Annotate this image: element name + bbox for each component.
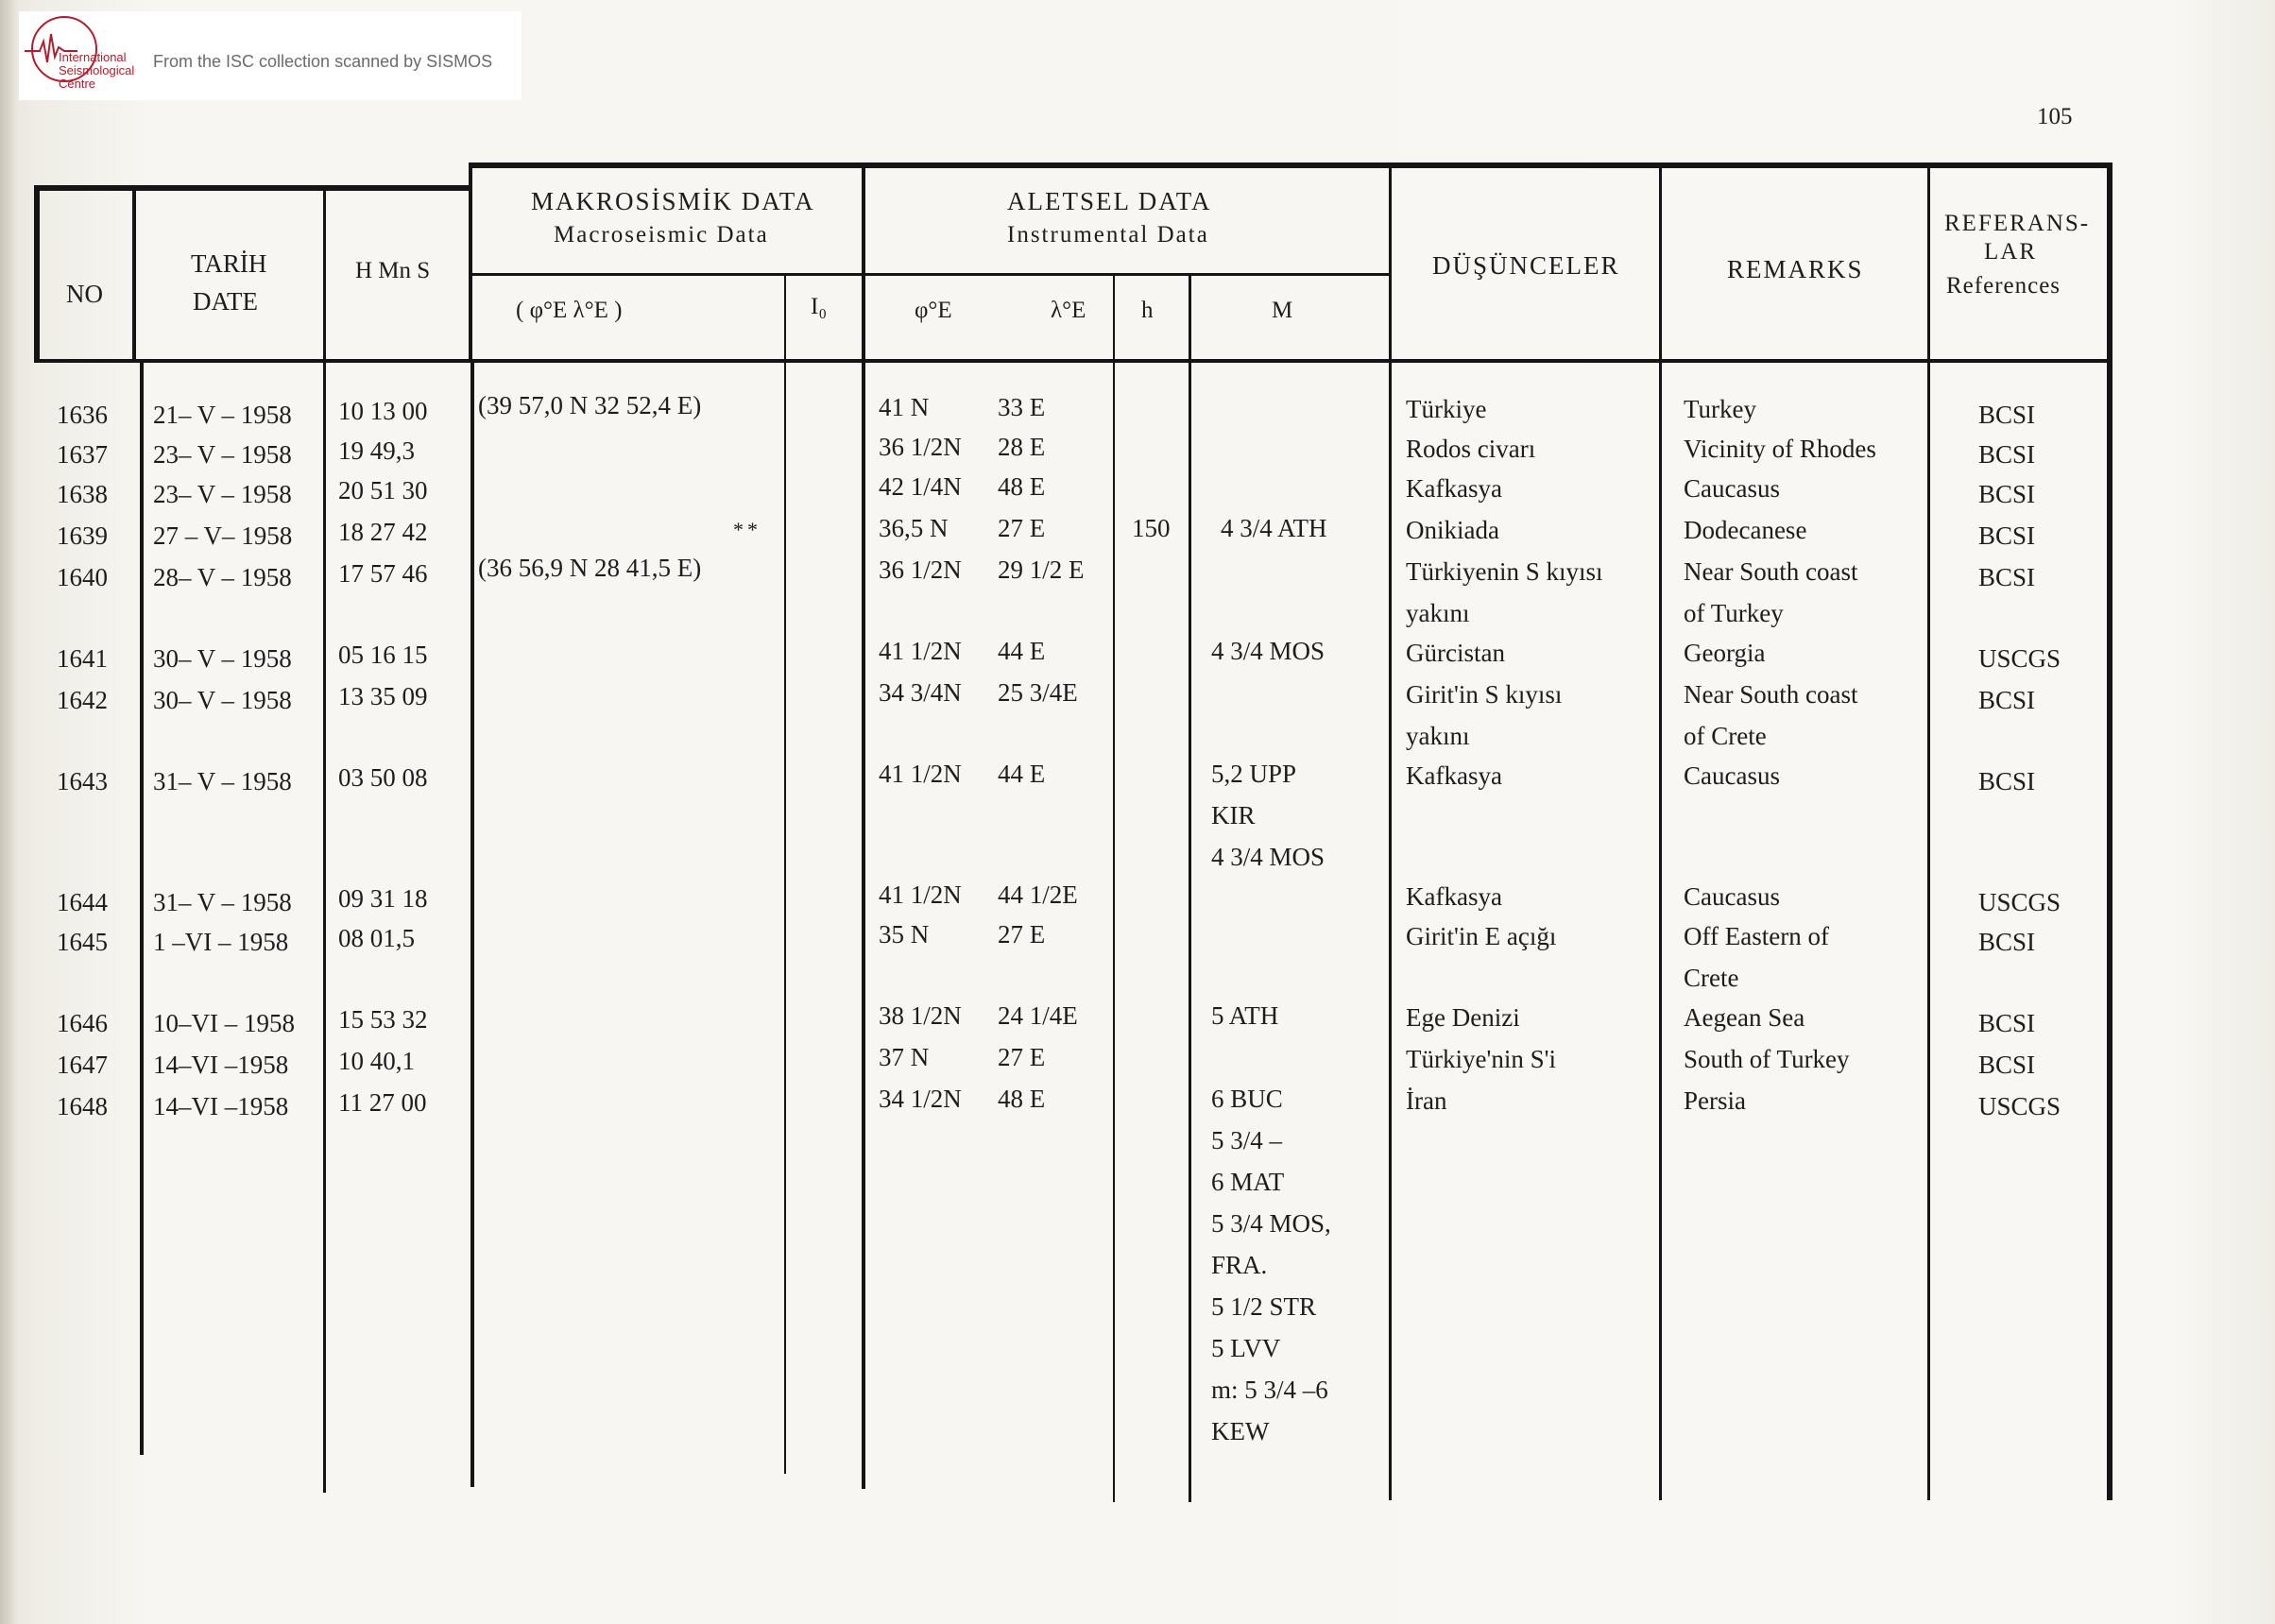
inst-lat: 37 N bbox=[879, 1043, 930, 1071]
dusunce-text: Türkiyenin S kıyısı bbox=[1406, 557, 1603, 586]
magnitude: 4 3/4 MOS bbox=[1211, 637, 1326, 665]
inst-lon: 44 1/2E bbox=[998, 880, 1078, 909]
magnitude: 6 BUC bbox=[1211, 1085, 1283, 1113]
dusunce-text: Türkiye bbox=[1406, 395, 1487, 423]
event-date: 21– V – 1958 bbox=[153, 401, 292, 429]
magnitude: 4 3/4 ATH bbox=[1221, 514, 1327, 542]
event-time: 19 49,3 bbox=[338, 436, 415, 465]
event-date: 23– V – 1958 bbox=[153, 440, 292, 469]
dusunce-text: Rodos civarı bbox=[1406, 435, 1536, 463]
event-time: 08 01,5 bbox=[338, 924, 415, 952]
event-date: 1 –VI – 1958 bbox=[153, 928, 289, 956]
dusunce-text: Gürcistan bbox=[1406, 639, 1505, 667]
event-no: 1646 bbox=[57, 1009, 108, 1037]
remark-text: of Crete bbox=[1684, 722, 1767, 750]
event-date: 10–VI – 1958 bbox=[153, 1009, 295, 1037]
dusunce-text: Kafkasya bbox=[1406, 474, 1502, 503]
header-hmns: H Mn S bbox=[355, 258, 431, 283]
event-no: 1636 bbox=[57, 401, 108, 429]
event-time: 05 16 15 bbox=[338, 641, 428, 669]
reference: BCSI bbox=[1978, 928, 2036, 956]
dusunce-text: İran bbox=[1406, 1086, 1447, 1115]
inst-lon: 48 E bbox=[998, 1085, 1046, 1113]
inst-lon: 27 E bbox=[998, 920, 1046, 949]
reference: BCSI bbox=[1978, 440, 2036, 469]
event-time: 11 27 00 bbox=[338, 1088, 427, 1117]
magnitude: KIR bbox=[1211, 801, 1256, 829]
magnitude: KEW bbox=[1211, 1417, 1270, 1445]
header-aletsel-tr: ALETSEL DATA bbox=[1007, 187, 1212, 215]
inst-lon: 25 3/4E bbox=[998, 678, 1078, 707]
event-no: 1640 bbox=[57, 563, 108, 591]
header-ref-tr2: LAR bbox=[1984, 239, 2037, 265]
inst-lon: 33 E bbox=[998, 393, 1046, 421]
event-date: 27 – V– 1958 bbox=[153, 521, 293, 550]
reference: BCSI bbox=[1978, 686, 2036, 714]
header-no: NO bbox=[66, 280, 103, 308]
remark-text: Caucasus bbox=[1684, 761, 1780, 790]
reference: BCSI bbox=[1978, 767, 2036, 795]
event-no: 1638 bbox=[57, 480, 108, 508]
inst-lat: 35 N bbox=[879, 920, 930, 949]
event-no: 1642 bbox=[57, 686, 108, 714]
inst-lon: 29 1/2 E bbox=[998, 556, 1085, 584]
depth-h: 150 bbox=[1132, 514, 1171, 542]
header-aletsel-en: Instrumental Data bbox=[1007, 222, 1209, 248]
inst-lat: 42 1/4N bbox=[879, 472, 962, 501]
remark-text: Persia bbox=[1684, 1086, 1746, 1115]
dusunce-text: Girit'in S kıyısı bbox=[1406, 680, 1563, 709]
macro-coords: (36 56,9 N 28 41,5 E) bbox=[478, 554, 702, 582]
event-date: 14–VI –1958 bbox=[153, 1051, 289, 1079]
inst-lat: 34 3/4N bbox=[879, 678, 962, 707]
magnitude: 5 3/4 – bbox=[1211, 1126, 1283, 1154]
inst-lat: 34 1/2N bbox=[879, 1085, 962, 1113]
event-date: 31– V – 1958 bbox=[153, 767, 292, 795]
event-date: 30– V – 1958 bbox=[153, 686, 292, 714]
header-ref-en: References bbox=[1946, 273, 2061, 299]
inst-lon: 44 E bbox=[998, 637, 1046, 665]
header-dusunceler: DÜŞÜNCELER bbox=[1432, 251, 1620, 280]
event-no: 1637 bbox=[57, 440, 108, 469]
header-m: M bbox=[1272, 298, 1293, 323]
inst-lat: 36 1/2N bbox=[879, 433, 962, 461]
inst-lat: 41 1/2N bbox=[879, 880, 962, 909]
header-tarih: TARİH bbox=[191, 249, 267, 278]
dusunce-text: Türkiye'nin S'i bbox=[1406, 1045, 1556, 1073]
event-no: 1644 bbox=[57, 888, 108, 916]
inst-lon: 28 E bbox=[998, 433, 1046, 461]
org-line-1: International bbox=[59, 50, 127, 64]
reference: BCSI bbox=[1978, 563, 2036, 591]
event-time: 10 13 00 bbox=[338, 397, 428, 425]
remark-text: Georgia bbox=[1684, 639, 1766, 667]
event-date: 28– V – 1958 bbox=[153, 563, 292, 591]
page-shadow bbox=[0, 0, 17, 1624]
stars-marker: ** bbox=[733, 518, 761, 541]
event-no: 1639 bbox=[57, 521, 108, 550]
magnitude: 5 3/4 MOS, bbox=[1211, 1209, 1331, 1238]
remark-text: Near South coast bbox=[1684, 680, 1858, 709]
header-makro-en: Macroseismic Data bbox=[554, 222, 769, 248]
header-date: DATE bbox=[193, 287, 258, 316]
event-time: 18 27 42 bbox=[338, 518, 428, 546]
header-ref-tr1: REFERANS- bbox=[1944, 211, 2091, 236]
remark-text: Turkey bbox=[1684, 395, 1757, 423]
event-date: 30– V – 1958 bbox=[153, 644, 292, 673]
dusunce-text: yakını bbox=[1406, 722, 1470, 750]
inst-lat: 38 1/2N bbox=[879, 1001, 962, 1030]
inst-lat: 41 1/2N bbox=[879, 637, 962, 665]
magnitude: 5 LVV bbox=[1211, 1334, 1281, 1362]
magnitude: m: 5 3/4 –6 bbox=[1211, 1376, 1328, 1404]
watermark-text: From the ISC collection scanned by SISMOS bbox=[153, 52, 493, 71]
inst-lat: 41 1/2N bbox=[879, 760, 962, 788]
dusunce-text: Kafkasya bbox=[1406, 761, 1502, 790]
event-time: 13 35 09 bbox=[338, 682, 428, 710]
remark-text: Dodecanese bbox=[1684, 516, 1807, 544]
remark-text: Near South coast bbox=[1684, 557, 1858, 586]
remark-text: Crete bbox=[1684, 964, 1739, 992]
header-io: I₀ bbox=[811, 294, 828, 319]
inst-lon: 44 E bbox=[998, 760, 1046, 788]
magnitude: 5 ATH bbox=[1211, 1001, 1279, 1030]
event-date: 31– V – 1958 bbox=[153, 888, 292, 916]
header-makro-coords: ( φ°E λ°E ) bbox=[516, 298, 623, 323]
magnitude: 5 1/2 STR bbox=[1211, 1292, 1317, 1321]
event-no: 1648 bbox=[57, 1092, 108, 1120]
org-line-2: Seismological bbox=[59, 63, 135, 77]
isc-org-name bbox=[59, 51, 134, 91]
dusunce-text: Kafkasya bbox=[1406, 882, 1502, 911]
remark-text: Caucasus bbox=[1684, 882, 1780, 911]
reference: USCGS bbox=[1978, 1092, 2061, 1120]
event-no: 1641 bbox=[57, 644, 108, 673]
reference: BCSI bbox=[1978, 1051, 2036, 1079]
event-time: 03 50 08 bbox=[338, 763, 428, 792]
dusunce-text: Girit'in E açığı bbox=[1406, 922, 1557, 950]
magnitude: 4 3/4 MOS bbox=[1211, 843, 1326, 871]
event-time: 20 51 30 bbox=[338, 476, 428, 504]
event-no: 1647 bbox=[57, 1051, 108, 1079]
isc-watermark bbox=[19, 11, 522, 100]
macro-coords: (39 57,0 N 32 52,4 E) bbox=[478, 391, 702, 419]
remark-text: Caucasus bbox=[1684, 474, 1780, 503]
remark-text: Vicinity of Rhodes bbox=[1684, 435, 1876, 463]
reference: USCGS bbox=[1978, 644, 2061, 673]
event-time: 10 40,1 bbox=[338, 1047, 415, 1075]
dusunce-text: yakını bbox=[1406, 599, 1470, 627]
event-no: 1643 bbox=[57, 767, 108, 795]
remark-text: of Turkey bbox=[1684, 599, 1784, 627]
inst-lat: 36,5 N bbox=[879, 514, 949, 542]
reference: BCSI bbox=[1978, 1009, 2036, 1037]
inst-lon: 24 1/4E bbox=[998, 1001, 1078, 1030]
event-time: 15 53 32 bbox=[338, 1005, 428, 1034]
reference: BCSI bbox=[1978, 521, 2036, 550]
magnitude: 5,2 UPP bbox=[1211, 760, 1297, 788]
magnitude: 6 MAT bbox=[1211, 1168, 1285, 1196]
header-h: h bbox=[1141, 298, 1154, 323]
magnitude: FRA. bbox=[1211, 1251, 1268, 1279]
inst-lat: 36 1/2N bbox=[879, 556, 962, 584]
page-number: 105 bbox=[2037, 104, 2073, 129]
event-date: 14–VI –1958 bbox=[153, 1092, 289, 1120]
remark-text: South of Turkey bbox=[1684, 1045, 1850, 1073]
header-makro-tr: MAKROSİSMİK DATA bbox=[531, 187, 815, 215]
event-date: 23– V – 1958 bbox=[153, 480, 292, 508]
dusunce-text: Onikiada bbox=[1406, 516, 1499, 544]
remark-text: Aegean Sea bbox=[1684, 1003, 1805, 1032]
event-time: 17 57 46 bbox=[338, 559, 428, 588]
remark-text: Off Eastern of bbox=[1684, 922, 1829, 950]
reference: BCSI bbox=[1978, 480, 2036, 508]
reference: USCGS bbox=[1978, 888, 2061, 916]
inst-lon: 27 E bbox=[998, 514, 1046, 542]
inst-lon: 27 E bbox=[998, 1043, 1046, 1071]
header-lon: λ°E bbox=[1051, 298, 1086, 323]
inst-lon: 48 E bbox=[998, 472, 1046, 501]
inst-lat: 41 N bbox=[879, 393, 930, 421]
event-no: 1645 bbox=[57, 928, 108, 956]
reference: BCSI bbox=[1978, 401, 2036, 429]
dusunce-text: Ege Denizi bbox=[1406, 1003, 1520, 1032]
org-line-3: Centre bbox=[59, 77, 96, 91]
event-time: 09 31 18 bbox=[338, 884, 428, 913]
header-remarks: REMARKS bbox=[1727, 255, 1864, 283]
header-lat: φ°E bbox=[915, 298, 952, 323]
